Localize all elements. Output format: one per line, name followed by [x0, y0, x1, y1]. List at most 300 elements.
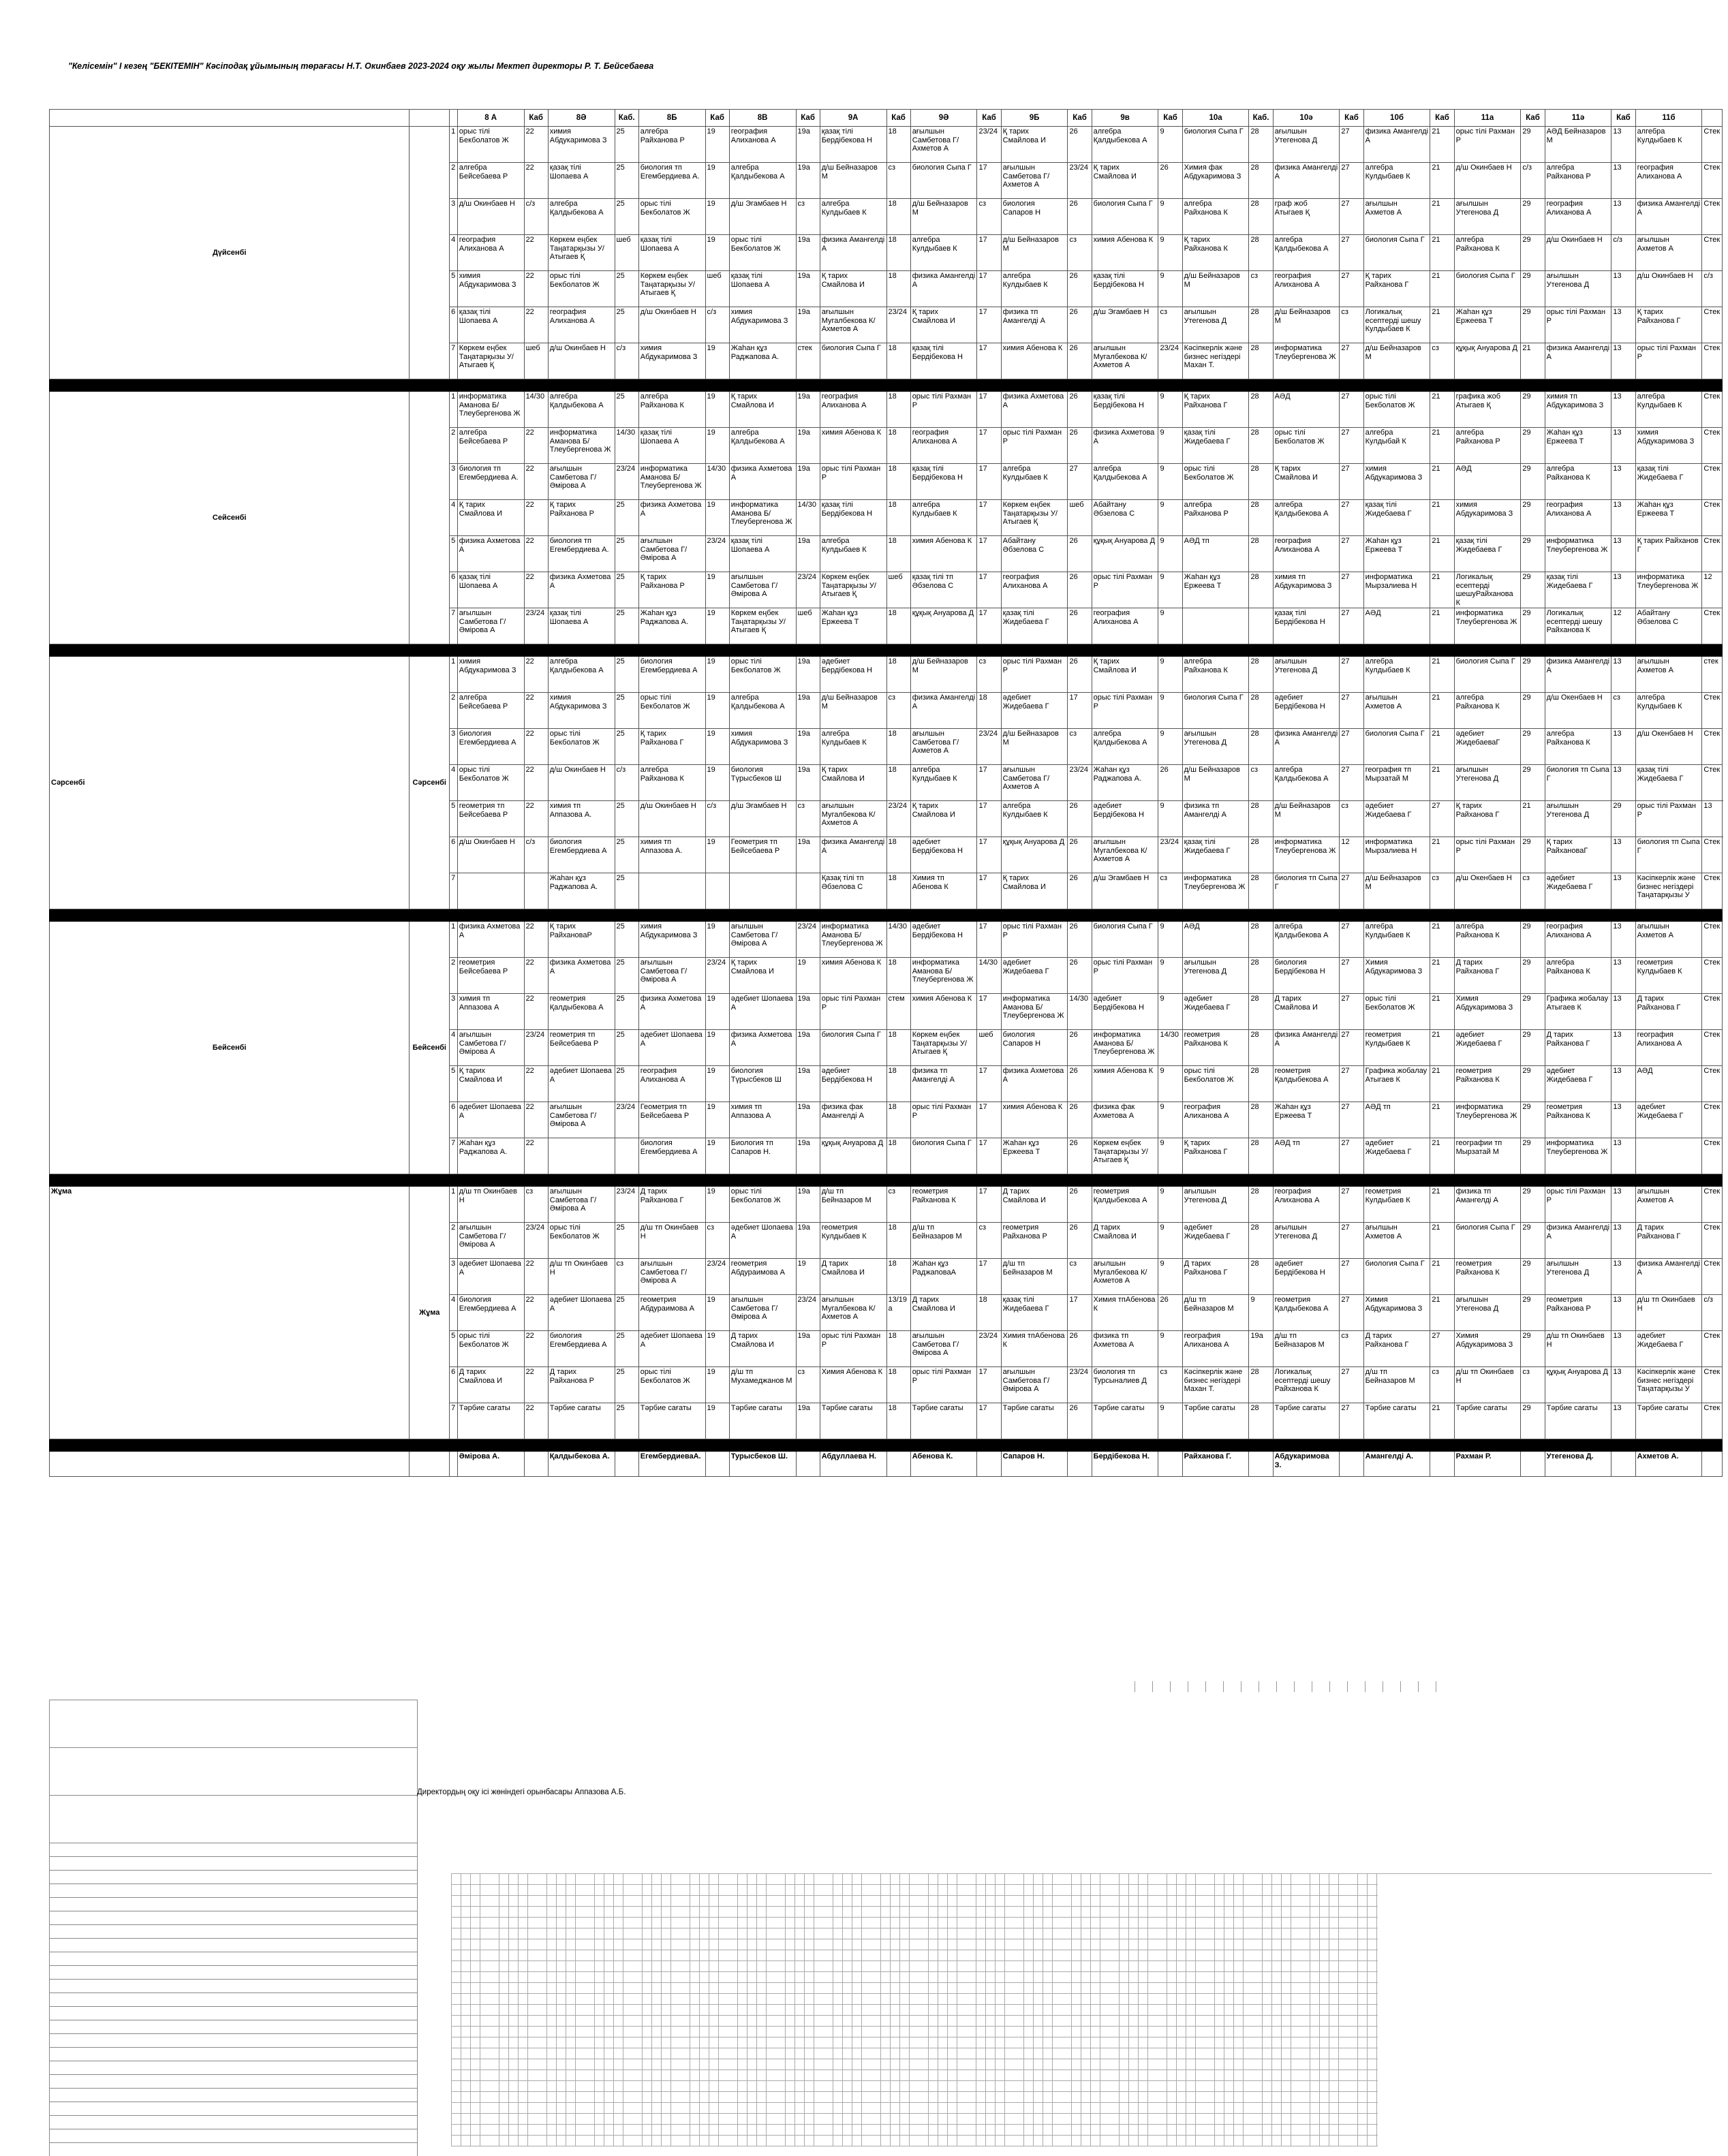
grid-row-line — [49, 1965, 417, 1966]
lesson-cell: Қ тарих Райханова Г — [1363, 271, 1430, 307]
lesson-cell: химия тп Аппазова А — [729, 1102, 796, 1138]
lesson-cell: д/ш тп Бейназаров М — [1273, 1331, 1340, 1367]
lesson-cell: Тәрбие сағаты — [548, 1403, 615, 1439]
room-cell: 13 — [1611, 500, 1635, 536]
lesson-cell: биология Егембердиева А — [638, 1138, 705, 1174]
lesson-cell: информатика Аманова Б/Тлеубергенова Ж — [820, 922, 886, 958]
room-cell: 9 — [1158, 922, 1182, 958]
room-cell: 25 — [615, 536, 638, 572]
room-cell: 17 — [977, 536, 1001, 572]
lesson-cell: алгебра Райханова К — [638, 765, 705, 801]
room-cell: 19а — [796, 464, 820, 500]
lesson-cell: қазақ тілі Бердібекова Н — [1092, 392, 1158, 428]
lesson-cell: д/ш Окинбаев Н — [457, 837, 524, 873]
class-teacher-cell: Рахман Р. — [1454, 1452, 1521, 1477]
column-header: 11а — [1454, 110, 1521, 127]
lesson-cell: биология Сыпа Г — [1363, 729, 1430, 765]
room-cell: 13 — [1611, 127, 1635, 163]
lesson-cell: орыс тілі Бекболатов Ж — [457, 765, 524, 801]
lesson-row — [50, 1187, 1723, 1223]
lesson-cell: информатика Тлеубергенова Ж — [1635, 572, 1702, 608]
lesson-cell: д/ш тп Окинбаев Н — [1545, 1331, 1611, 1367]
lesson-cell: алгебра Райханова Р — [1454, 428, 1521, 464]
lesson-cell: геометрия Кулдыбаев К — [1363, 1030, 1430, 1066]
lesson-cell: алгебра Райханова К — [1545, 464, 1611, 500]
day-label: Дүйсенбі — [50, 127, 410, 379]
lesson-cell: алгебра Бейсебаева Р — [457, 163, 524, 199]
day-separator — [50, 909, 1723, 922]
room-cell: 13 — [1611, 729, 1635, 765]
room-cell: 25 — [615, 994, 638, 1030]
lower-left-grid — [49, 1700, 417, 2156]
room-cell: 29 — [1521, 1259, 1545, 1295]
lesson-cell: химия Абдукаримова З — [729, 729, 796, 765]
class-teacher-cell: Турысбеков Ш. — [729, 1452, 796, 1477]
lesson-cell: орыс тілі Рахман Р — [1092, 958, 1158, 994]
column-header: Каб — [886, 110, 910, 127]
lesson-cell: орыс тілі Рахман Р — [1001, 657, 1068, 693]
room-cell: 21 — [1430, 922, 1454, 958]
lesson-cell: әдебиет Шопаева А — [638, 1331, 705, 1367]
room-cell: 27 — [1340, 536, 1363, 572]
lesson-cell: әдебиет Жидебаева Г — [1182, 1223, 1249, 1259]
room-cell: 26 — [1068, 392, 1092, 428]
lesson-cell: д/ш тп Окинбаев Н — [638, 1223, 705, 1259]
lesson-cell: әдебиет Жидебаева Г — [1545, 873, 1611, 909]
room-cell: 9 — [1158, 1403, 1182, 1439]
class-teacher-cell — [524, 1452, 548, 1477]
lesson-cell: биология тп Сыпа Г — [1545, 765, 1611, 801]
lesson-cell: география Алиханова А — [1182, 1331, 1249, 1367]
lesson-cell: биология Егембердиева А — [548, 1331, 615, 1367]
lesson-cell: д/ш Окинбаев Н — [638, 307, 705, 343]
lesson-cell: география Алиханова А — [1273, 536, 1340, 572]
room-cell: сз — [1158, 873, 1182, 909]
lesson-cell: Қ тарих Райханов Г — [1635, 536, 1702, 572]
lesson-number: 1 — [450, 1187, 458, 1223]
lesson-cell: алгебра Райханова К — [1182, 657, 1249, 693]
room-cell: 9 — [1158, 500, 1182, 536]
lesson-cell: Тәрбие сағаты — [1001, 1403, 1068, 1439]
room-cell: 13 — [1611, 837, 1635, 873]
room-cell: 28 — [1249, 1138, 1273, 1174]
lesson-number: 1 — [450, 392, 458, 428]
lesson-cell: ағылшын Самбетова Г/Әмірова А — [638, 536, 705, 572]
room-cell: 28 — [1249, 127, 1273, 163]
lesson-cell: алгебра Райханова К — [1454, 235, 1521, 271]
lesson-cell: география Алиханова А — [1545, 199, 1611, 235]
room-cell: 17 — [977, 464, 1001, 500]
lesson-cell: физика Амангелді А — [1635, 1259, 1702, 1295]
room-cell: 18 — [886, 1102, 910, 1138]
lesson-cell: д/ш Бейназаров М — [1001, 235, 1068, 271]
room-cell: 27 — [1340, 1138, 1363, 1174]
room-cell: 21 — [1430, 1102, 1454, 1138]
lesson-cell: әдебиет Бердібекова Н — [910, 922, 977, 958]
lesson-cell: д/ш Эгамбаев Н — [729, 199, 796, 235]
lesson-cell: ағылшын Ахметов А — [1635, 235, 1702, 271]
lesson-number: 6 — [450, 307, 458, 343]
room-cell: 18 — [886, 837, 910, 873]
column-header: 9Б — [1001, 110, 1068, 127]
lesson-cell: Логикалық есептерді шешу Райханова К — [1545, 608, 1611, 644]
lattice-col-line — [594, 1873, 595, 2146]
room-cell: 22 — [524, 235, 548, 271]
lesson-number: 3 — [450, 199, 458, 235]
room-cell: 28 — [1249, 572, 1273, 608]
room-cell: 25 — [615, 1403, 638, 1439]
lattice-col-line — [756, 1873, 757, 2146]
lesson-cell: Көркем еңбек Таңатарқызы У/Атыгаев Қ — [729, 608, 796, 644]
column-header: Каб — [1521, 110, 1545, 127]
room-cell: 23/24 — [886, 307, 910, 343]
lattice-col-line — [1119, 1873, 1120, 2146]
timetable — [49, 109, 1723, 1477]
lattice-col-line — [1319, 1873, 1320, 2146]
room-cell: 27 — [1340, 922, 1363, 958]
small-grid-line — [1418, 1681, 1419, 1692]
lesson-cell: физика Амангелді А — [820, 837, 886, 873]
lesson-cell: химия Абенова К — [1001, 343, 1068, 379]
lesson-cell: орыс тілі Рахман Р — [910, 1367, 977, 1403]
class-teacher-cell — [1702, 1452, 1722, 1477]
room-cell: 13 — [1611, 994, 1635, 1030]
room-cell: 29 — [1521, 693, 1545, 729]
room-cell: 18 — [977, 693, 1001, 729]
lattice-col-line — [1262, 1873, 1263, 2146]
room-cell: 28 — [1249, 1187, 1273, 1223]
room-cell: 22 — [524, 163, 548, 199]
room-cell: 18 — [886, 1138, 910, 1174]
lesson-cell: д/ш Окенбаев Н — [1545, 693, 1611, 729]
lesson-cell: алгебра Райханова Р — [1182, 500, 1249, 536]
room-cell: 27 — [1340, 1102, 1363, 1138]
room-cell: 17 — [977, 994, 1001, 1030]
room-cell: 29 — [1521, 271, 1545, 307]
lesson-cell: информатика Мырзалиева Н — [1363, 837, 1430, 873]
room-cell: 18 — [886, 1331, 910, 1367]
room-cell: 9 — [1249, 1295, 1273, 1331]
lesson-cell: геометрия Абдураимова А — [729, 1259, 796, 1295]
lesson-cell: география Алиханова А — [1273, 271, 1340, 307]
room-cell: 19 — [705, 343, 729, 379]
room-cell: 18 — [886, 392, 910, 428]
lesson-cell: Тәрбие сағаты — [1635, 1403, 1702, 1439]
room-cell: 17 — [977, 837, 1001, 873]
room-cell: 26 — [1068, 127, 1092, 163]
room-cell: 13/19а — [886, 1295, 910, 1331]
room-cell: 19 — [705, 1187, 729, 1223]
column-header: Каб — [1158, 110, 1182, 127]
lesson-cell: Қ тарих РайхановаГ — [1545, 837, 1611, 873]
room-cell: 13 — [1611, 536, 1635, 572]
room-cell: 21 — [1430, 500, 1454, 536]
lesson-cell: орыс тілі Бекболатов Ж — [1363, 392, 1430, 428]
lesson-cell: Көркем еңбек Таңатарқызы У/Атыгаев Қ — [1092, 1138, 1158, 1174]
room-cell — [1249, 608, 1273, 644]
separator-bar — [50, 1439, 1723, 1452]
lattice-col-line — [546, 1873, 547, 2146]
room-cell: 26 — [1068, 428, 1092, 464]
lesson-cell: Қ тарих Смайлова И — [1001, 873, 1068, 909]
room-cell: 28 — [1249, 1367, 1273, 1403]
grid-row-line — [49, 2047, 417, 2048]
room-cell: 23/24 — [705, 536, 729, 572]
room-cell: сз — [796, 1367, 820, 1403]
lesson-cell: құқық Ануарова Д — [1545, 1367, 1611, 1403]
room-cell: 17 — [977, 343, 1001, 379]
lesson-cell: алгебра Райханова Р — [1545, 163, 1611, 199]
room-cell: 18 — [886, 873, 910, 909]
lesson-cell: АӘД Бейназаров М — [1545, 127, 1611, 163]
lesson-cell: Д тарих Райханова Г — [1545, 1030, 1611, 1066]
lesson-cell: алгебра Кулдыбаев К — [1363, 657, 1430, 693]
lesson-cell: Жаһан құз Ержеева Т — [1545, 428, 1611, 464]
room-cell: Стек — [1702, 307, 1722, 343]
lesson-cell: Жаһан құз Ержеева Т — [1001, 1138, 1068, 1174]
lattice-col-line — [1071, 1873, 1072, 2146]
lesson-cell: биология Сыпа Г — [1092, 922, 1158, 958]
class-teacher-cell — [705, 1452, 729, 1477]
room-cell: шеб — [615, 235, 638, 271]
lesson-cell: Графика жобалау Атыгаев К — [1545, 994, 1611, 1030]
room-cell: сз — [1158, 1367, 1182, 1403]
lesson-number: 3 — [450, 1259, 458, 1295]
lesson-cell: орыс тілі Рахман Р — [820, 464, 886, 500]
lesson-cell: әдебиет Жидебаева Г — [1635, 1102, 1702, 1138]
lesson-cell: қазақ тілі Шопаева А — [457, 307, 524, 343]
room-cell: 9 — [1158, 994, 1182, 1030]
small-grid-line — [1223, 1681, 1224, 1692]
room-cell: Стек — [1702, 608, 1722, 644]
room-cell: 26 — [1068, 1102, 1092, 1138]
room-cell: 13 — [1611, 572, 1635, 608]
lesson-cell: Қ тарих Смайлова И — [457, 500, 524, 536]
lesson-cell: әдебиет Жидебаева Г — [1454, 1030, 1521, 1066]
class-teacher-cell — [796, 1452, 820, 1477]
lesson-cell: Жаһан құз Ержеева Т — [1363, 536, 1430, 572]
lesson-cell: қазақ тілі тп Әбзелова С — [910, 572, 977, 608]
room-cell: 22 — [524, 994, 548, 1030]
lesson-cell: алгебра Қалдыбекова А — [729, 428, 796, 464]
lesson-cell: Тәрбие сағаты — [1273, 1403, 1340, 1439]
class-teacher-cell: ЕгембердиеваА. — [638, 1452, 705, 1477]
room-cell: с/з — [524, 199, 548, 235]
lesson-cell: Қ тарих Смайлова И — [729, 392, 796, 428]
lesson-cell: қазақ тілі Жидебаева Г — [1001, 1295, 1068, 1331]
room-cell: 21 — [1430, 1138, 1454, 1174]
column-header: 8В — [729, 110, 796, 127]
lesson-cell: алгебра Бейсебаева Р — [457, 693, 524, 729]
lesson-cell: география Алиханова А — [1635, 1030, 1702, 1066]
class-teacher-cell: Ахметов А. — [1635, 1452, 1702, 1477]
lattice-col-line — [890, 1873, 891, 2146]
room-cell: 19 — [796, 958, 820, 994]
room-cell: сз — [796, 801, 820, 837]
lattice-row-line — [451, 2080, 1378, 2081]
lesson-cell: орыс тілі Бекболатов Ж — [548, 271, 615, 307]
room-cell: сз — [1068, 1259, 1092, 1295]
room-cell: 17 — [977, 392, 1001, 428]
lesson-cell: алгебра Қалдыбекова А — [548, 392, 615, 428]
room-cell: 29 — [1521, 1223, 1545, 1259]
lesson-cell: ағылшын Самбетова Г/Әмірова А — [457, 608, 524, 644]
room-cell: 26 — [1068, 1138, 1092, 1174]
lesson-cell: орыс тілі Рахман Р — [1635, 343, 1702, 379]
room-cell: 13 — [1611, 958, 1635, 994]
lattice-row-line — [451, 1960, 1378, 1961]
lesson-cell: Д тарих Райханова Р — [548, 1367, 615, 1403]
lattice-col-line — [699, 1873, 700, 2146]
lesson-cell: Көркем еңбек Таңатарқызы У/Атыгаев Қ — [548, 235, 615, 271]
room-cell: 18 — [886, 464, 910, 500]
lesson-cell: АӘД — [1363, 608, 1430, 644]
lesson-cell: информатика Аманова Б/Тлеубергенова Ж — [729, 500, 796, 536]
lesson-cell: әдебиет Бердібекова Н — [1273, 1259, 1340, 1295]
lesson-cell: д/ш Эгамбаев Н — [729, 801, 796, 837]
room-cell: 18 — [886, 271, 910, 307]
room-cell: стек — [1702, 657, 1722, 693]
lesson-cell: Қ тарих Райханова Г — [1182, 392, 1249, 428]
lesson-cell: Қ тарих Райханова Р — [548, 500, 615, 536]
lesson-cell: алгебра Райханова К — [1454, 693, 1521, 729]
room-cell: 26 — [1068, 873, 1092, 909]
header-num-blank — [450, 110, 458, 127]
room-cell: Стек — [1702, 1102, 1722, 1138]
room-cell: сз — [796, 199, 820, 235]
room-cell: 18 — [886, 1259, 910, 1295]
lesson-cell: д/ш Окинбаев Н — [638, 801, 705, 837]
room-cell: 25 — [615, 1295, 638, 1331]
lattice-col-line — [842, 1873, 843, 2146]
room-cell: 19 — [705, 837, 729, 873]
room-cell: 12 — [1611, 608, 1635, 644]
small-grid-line — [1365, 1681, 1366, 1692]
lesson-cell: д/ш тп Окинбаев Н — [1454, 1367, 1521, 1403]
room-cell: 26 — [1068, 1030, 1092, 1066]
lesson-cell: ағылшын Самбетова Г/Әмірова А — [548, 1187, 615, 1223]
lesson-cell: әдебиет Бердібекова Н — [1092, 801, 1158, 837]
lesson-cell: д/ш Окинбаев Н — [548, 765, 615, 801]
grid-row-line — [49, 2033, 417, 2034]
lesson-cell: орыс тілі Рахман Р — [820, 994, 886, 1030]
lesson-cell: ағылшын Мугалбекова К/Ахметов А — [820, 307, 886, 343]
lesson-cell: Логикалық есептерді шешуРайханова К — [1454, 572, 1521, 608]
lesson-cell: физика Амангелді А — [1273, 1030, 1340, 1066]
room-cell: 13 — [1611, 1367, 1635, 1403]
lesson-cell: Тәрбие сағаты — [638, 1403, 705, 1439]
lesson-row — [50, 392, 1723, 428]
room-cell: 21 — [1430, 163, 1454, 199]
room-cell: 17 — [977, 271, 1001, 307]
small-grid-line — [1205, 1681, 1206, 1692]
day-side-label: Сәрсенбі — [410, 657, 450, 909]
room-cell: 21 — [1430, 127, 1454, 163]
lesson-cell — [1635, 1138, 1702, 1174]
lattice-col-line — [470, 1873, 471, 2146]
class-teacher-cell — [1340, 1452, 1363, 1477]
lesson-cell: әдебиет Шопаева А — [638, 1030, 705, 1066]
room-cell: Стек — [1702, 536, 1722, 572]
lattice-row-line — [451, 2113, 1378, 2114]
room-cell: 21 — [1430, 994, 1454, 1030]
lattice-col-line — [1195, 1873, 1196, 2146]
lattice-col-line — [804, 1873, 805, 2146]
lattice-col-line — [1138, 1873, 1139, 2146]
room-cell: 19 — [705, 428, 729, 464]
room-cell: 13 — [1611, 1259, 1635, 1295]
room-cell: 29 — [1521, 657, 1545, 693]
room-cell: 27 — [1340, 729, 1363, 765]
room-cell: 9 — [1158, 1102, 1182, 1138]
room-cell: 26 — [1068, 271, 1092, 307]
day-label: Сәрсенбі — [50, 657, 410, 909]
lesson-cell: Кәсіпкерлік және бизнес негіздері Таңатарқызы У — [1635, 873, 1702, 909]
room-cell: Стек — [1702, 1066, 1722, 1102]
header-day-blank — [50, 110, 410, 127]
lesson-cell: ағылшын Утегенова Д — [1545, 801, 1611, 837]
lesson-cell: биология Егембердиева А — [548, 837, 615, 873]
room-cell: 23/24 — [977, 127, 1001, 163]
lattice-row-line — [451, 1982, 1378, 1983]
lesson-number: 7 — [450, 608, 458, 644]
room-cell: с/з — [1521, 163, 1545, 199]
room-cell: 19а — [796, 1138, 820, 1174]
lesson-cell: д/ш Бейназаров М — [1182, 765, 1249, 801]
lesson-cell: Логикалық есептерді шешу Кулдыбаев К — [1363, 307, 1430, 343]
room-cell: 28 — [1249, 922, 1273, 958]
lesson-cell: Химия Абдукаримова З — [1454, 1331, 1521, 1367]
lesson-cell: Д тарих Смайлова И — [457, 1367, 524, 1403]
lesson-cell: орыс тілі Бекболатов Ж — [548, 729, 615, 765]
lesson-cell: орыс тілі Бекболатов Ж — [729, 1187, 796, 1223]
room-cell: 17 — [977, 801, 1001, 837]
lesson-cell: биология Сапаров Н — [1001, 1030, 1068, 1066]
lesson-cell: геометрия Абдураимова А — [638, 1295, 705, 1331]
lesson-cell: химия тп Аппазова А — [457, 994, 524, 1030]
room-cell: Стек — [1702, 392, 1722, 428]
room-cell: 19а — [1249, 1331, 1273, 1367]
lesson-cell: Химия Абдукаримова З — [1454, 994, 1521, 1030]
room-cell: Стек — [1702, 500, 1722, 536]
lesson-cell: биология Түрысбеков Ш — [729, 1066, 796, 1102]
lattice-col-line — [899, 1873, 900, 2146]
room-cell: 21 — [1430, 729, 1454, 765]
lesson-cell: Қ тарих Смайлова И — [910, 307, 977, 343]
room-cell: шеб — [796, 608, 820, 644]
room-cell: 29 — [1521, 307, 1545, 343]
lesson-cell: АӘД тп — [1363, 1102, 1430, 1138]
lesson-cell: биология Сыпа Г — [1454, 657, 1521, 693]
lesson-cell: ағылшын Самбетова Г/Әмірова А — [457, 1223, 524, 1259]
room-cell: 21 — [1430, 536, 1454, 572]
room-cell: 22 — [524, 307, 548, 343]
room-cell: 17 — [977, 608, 1001, 644]
lesson-cell: Абайтану Әбзелова С — [1092, 500, 1158, 536]
room-cell: шеб — [1068, 500, 1092, 536]
lesson-cell: Д тарих Райханова Г — [1182, 1259, 1249, 1295]
grid-row-line — [49, 2074, 417, 2075]
room-cell: 19а — [796, 1223, 820, 1259]
lesson-cell: алгебра Кулдыбаев К — [1001, 801, 1068, 837]
footer-blank — [450, 1452, 458, 1477]
lesson-cell: қазақ тілі Жидебаева Г — [1182, 428, 1249, 464]
room-cell: 27 — [1340, 163, 1363, 199]
room-cell: 28 — [1249, 873, 1273, 909]
lesson-cell: физика Амангелді А — [1273, 729, 1340, 765]
lesson-cell: геометрия Кулдыбаев К — [1635, 958, 1702, 994]
lesson-cell: алгебра Райханова К — [1182, 199, 1249, 235]
